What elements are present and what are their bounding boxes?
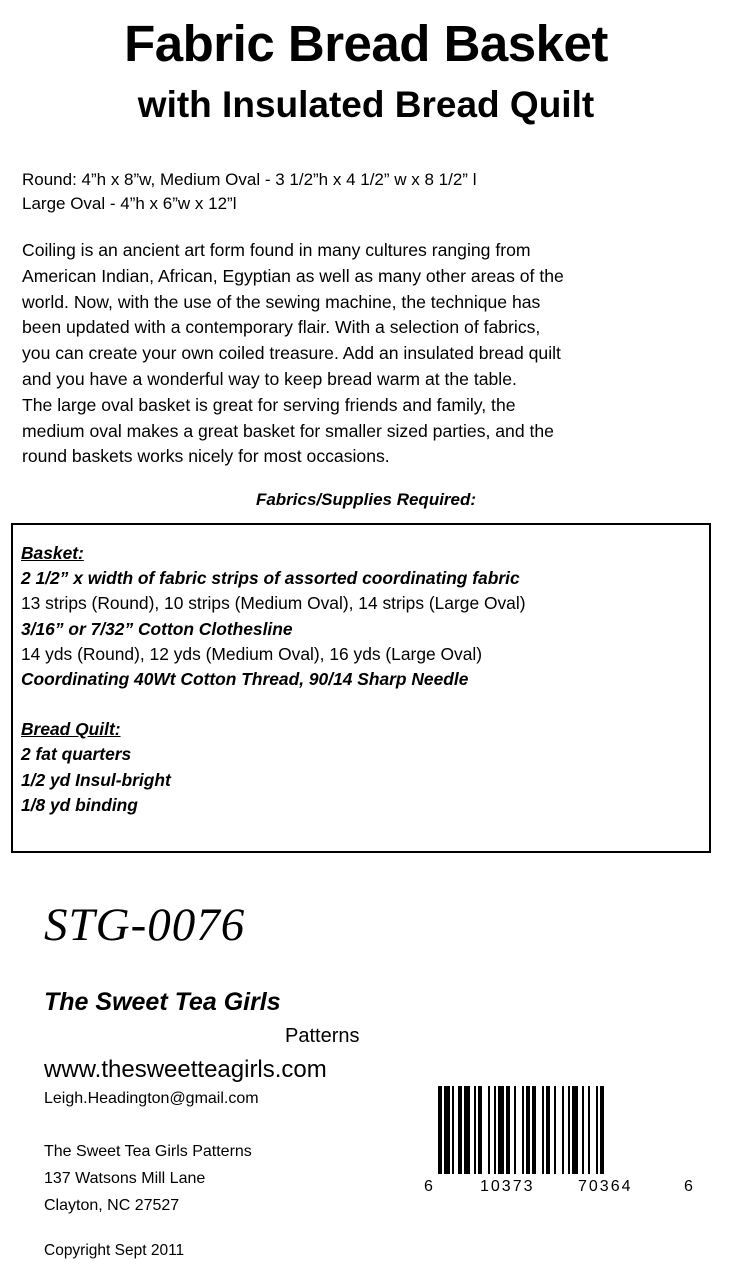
size-line: Large Oval - 4”h x 6”w x 12”l bbox=[22, 194, 237, 213]
barcode bbox=[410, 1080, 710, 1210]
barcode-bar bbox=[546, 1086, 550, 1174]
barcode-bar bbox=[498, 1086, 504, 1174]
barcode-bar bbox=[554, 1086, 556, 1174]
barcode-bar bbox=[526, 1086, 530, 1174]
address-line: 137 Watsons Mill Lane bbox=[44, 1170, 206, 1187]
intro-line: and you have a wonderful way to keep bread warm at the table. bbox=[22, 368, 517, 389]
spacer bbox=[21, 692, 526, 717]
barcode-group-1: 10373 bbox=[480, 1178, 535, 1195]
intro-line: Coiling is an ancient art form found in many cultures ranging from bbox=[22, 240, 531, 260]
page-subtitle: with Insulated Bread Quilt bbox=[137, 84, 595, 125]
barcode-bars bbox=[438, 1086, 682, 1174]
supplies-box bbox=[11, 523, 711, 853]
barcode-bar bbox=[488, 1086, 490, 1174]
barcode-bar bbox=[444, 1086, 450, 1174]
pattern-code: STG-0076 bbox=[44, 899, 246, 951]
email-link[interactable]: Leigh.Headington@gmail.com bbox=[44, 1090, 259, 1107]
quilt-heading: Bread Quilt: bbox=[21, 719, 121, 740]
barcode-bar bbox=[474, 1086, 476, 1174]
barcode-bar bbox=[452, 1086, 454, 1174]
barcode-bar bbox=[458, 1086, 462, 1174]
barcode-bar bbox=[494, 1086, 496, 1174]
intro-paragraph bbox=[22, 238, 722, 470]
size-line: Round: 4”h x 8”w, Medium Oval - 3 1/2”h x 4 1/2” w x 8 1/2” l bbox=[22, 170, 477, 189]
barcode-bar bbox=[582, 1086, 584, 1174]
basket-item: 3/16” or 7/32” Cotton Clothesline bbox=[21, 618, 293, 639]
barcode-bar bbox=[596, 1086, 598, 1174]
size-specs bbox=[22, 168, 476, 216]
barcode-bar bbox=[568, 1086, 570, 1174]
basket-heading: Basket: bbox=[21, 543, 84, 563]
barcode-bar bbox=[522, 1086, 524, 1174]
intro-line: world. Now, with the use of the sewing machine, the technique has bbox=[22, 291, 541, 312]
supplies-heading: Fabrics/Supplies Required: bbox=[255, 490, 477, 509]
barcode-bar bbox=[514, 1086, 516, 1174]
quilt-item: 1/2 yd Insul-bright bbox=[21, 769, 171, 790]
quilt-item: 2 fat quarters bbox=[21, 744, 132, 765]
supplies-list bbox=[21, 541, 526, 818]
intro-line: American Indian, African, Egyptian as well as many other areas of the bbox=[22, 265, 564, 286]
barcode-bar bbox=[438, 1086, 442, 1174]
intro-line: you can create your own coiled treasure. Add an insulated bread quilt bbox=[22, 343, 561, 364]
brand-subtitle: Patterns bbox=[285, 1025, 360, 1047]
brand-name: The Sweet Tea Girls bbox=[44, 988, 281, 1016]
barcode-bar bbox=[600, 1086, 604, 1174]
barcode-bar bbox=[506, 1086, 510, 1174]
quilt-item: 1/8 yd binding bbox=[21, 794, 138, 815]
intro-line: The large oval basket is great for serving friends and family, the bbox=[22, 394, 516, 415]
address-line: Clayton, NC 27527 bbox=[44, 1197, 180, 1214]
barcode-bar bbox=[588, 1086, 590, 1174]
page-title: Fabric Bread Basket bbox=[124, 15, 608, 72]
basket-item-detail: 14 yds (Round), 12 yds (Medium Oval), 16 yds (Large Oval) bbox=[21, 643, 483, 664]
website-link[interactable]: www.thesweetteagirls.com bbox=[44, 1056, 327, 1083]
barcode-right-digit: 6 bbox=[684, 1178, 695, 1195]
intro-line: medium oval makes a great basket for smaller sized parties, and the bbox=[22, 420, 554, 441]
basket-item-detail: 13 strips (Round), 10 strips (Medium Oval), 14 strips (Large Oval) bbox=[21, 593, 526, 614]
barcode-left-digit: 6 bbox=[424, 1178, 435, 1195]
basket-item: 2 1/2” x width of fabric strips of assorted coordinating fabric bbox=[21, 568, 520, 589]
barcode-bar bbox=[542, 1086, 544, 1174]
intro-line: been updated with a contemporary flair. With a selection of fabrics, bbox=[22, 317, 541, 338]
address-line: The Sweet Tea Girls Patterns bbox=[44, 1143, 252, 1160]
barcode-bar bbox=[572, 1086, 578, 1174]
barcode-bar bbox=[562, 1086, 564, 1174]
barcode-bar bbox=[532, 1086, 536, 1174]
barcode-bar bbox=[464, 1086, 470, 1174]
copyright-notice: Copyright Sept 2011 bbox=[44, 1242, 185, 1259]
mailing-address bbox=[44, 1138, 252, 1219]
intro-line: round baskets works nicely for most occasions. bbox=[22, 446, 390, 467]
basket-item: Coordinating 40Wt Cotton Thread, 90/14 Sharp Needle bbox=[21, 669, 469, 690]
barcode-bar bbox=[478, 1086, 482, 1174]
barcode-group-2: 70364 bbox=[578, 1178, 633, 1195]
